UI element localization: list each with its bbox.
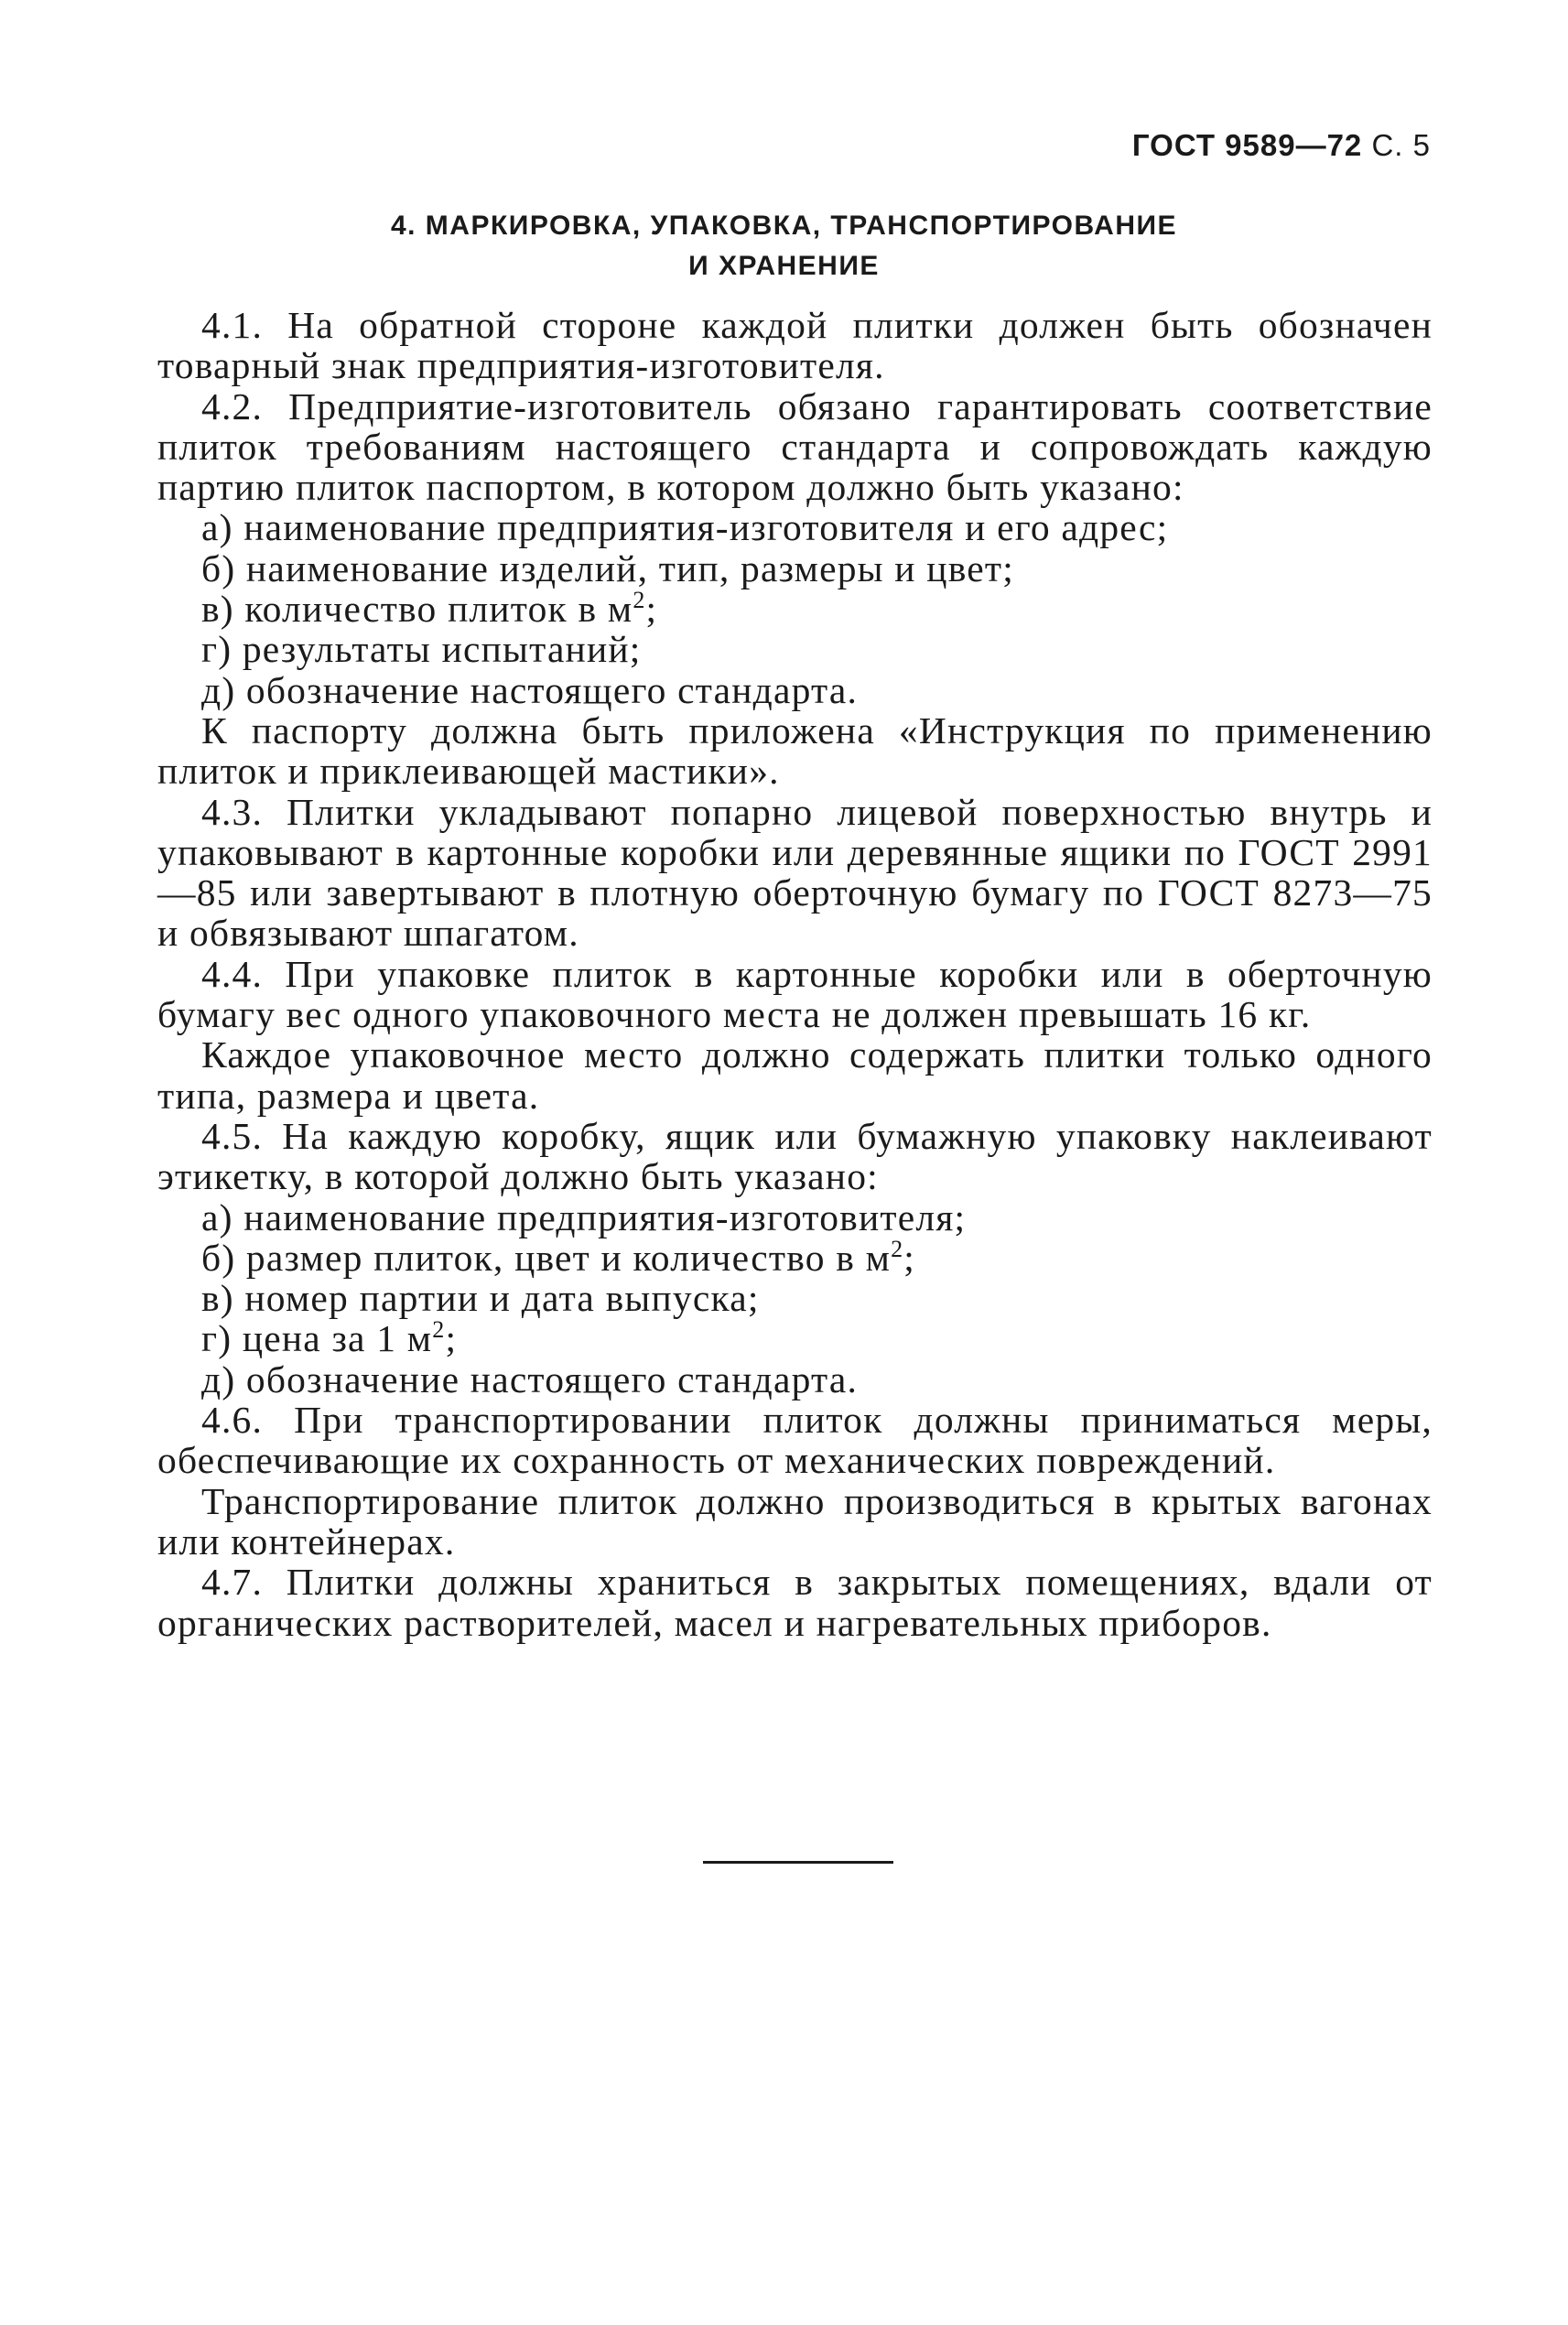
- clause-4-2-item-d: д) обозначение настоящего стандарта.: [201, 668, 859, 711]
- end-rule: [703, 1861, 893, 1864]
- page-number: С. 5: [1371, 128, 1431, 162]
- standard-number: ГОСТ 9589—72: [1131, 128, 1363, 162]
- clause-4-7: 4.7. Плитки должны храниться в закрытых помещениях, вдали от органических растворителей, масел и нагревательных приборов.: [157, 1561, 1433, 1644]
- clause-4-3: 4.3. Плитки укладывают попарно лицевой поверхностью внутрь и упаковывают в картонные коробки или деревянные ящики по ГОСТ 2991—85 или завертывают в плотную оберточную бумагу по ГОСТ 8273—75 и обвязывают шпагатом.: [157, 790, 1433, 955]
- item-text: в) количество плиток в м: [201, 588, 633, 631]
- clause-4-5-item-d: д) обозначение настоящего стандарта.: [201, 1357, 859, 1400]
- section-title-line1: 4. МАРКИРОВКА, УПАКОВКА, ТРАНСПОРТИРОВАНИЕ: [390, 211, 1178, 241]
- item-text: г) цена за 1 м: [201, 1317, 433, 1360]
- clause-4-5-item-b: [157, 1238, 1433, 1278]
- page-header: [1132, 128, 1431, 163]
- clause-4-2-note: К паспорту должна быть приложена «Инструкция по применению плиток и приклеивающей мастики».: [157, 708, 1433, 793]
- item-end: ;: [645, 588, 658, 631]
- item-end: ;: [445, 1317, 458, 1360]
- section-title: [0, 206, 1568, 287]
- clause-4-2: 4.2. Предприятие-изготовитель обязано гарантировать соответствие плиток требованиям настоящего стандарта и сопровождать каждую партию плиток паспортом, в котором должно быть указано:: [157, 384, 1433, 509]
- clause-4-5-item-g: [157, 1318, 1433, 1358]
- clause-4-4: 4.4. При упаковке плиток в картонные коробки или в оберточную бумагу вес одного упаковочного места не должен превышать 16 кг.: [157, 952, 1433, 1036]
- clause-4-4-note: Каждое упаковочное место должно содержать плитки только одного типа, размера и цвета.: [157, 1033, 1433, 1117]
- clause-4-1: 4.1. На обратной стороне каждой плитки должен быть обозначен товарный знак предприятия-изготовителя.: [157, 304, 1433, 387]
- clause-4-2-item-g: г) результаты испытаний;: [201, 628, 642, 671]
- item-end: ;: [903, 1236, 916, 1279]
- clause-4-6-note: Транспортирование плиток должно производиться в крытых вагонах или контейнерах.: [157, 1479, 1433, 1563]
- clause-4-2-item-b: б) наименование изделий, тип, размеры и цвет;: [201, 546, 1014, 589]
- superscript: 2: [432, 1316, 446, 1344]
- superscript: 2: [633, 587, 646, 614]
- clause-4-2-item-v: [157, 589, 1433, 629]
- clause-4-5: 4.5. На каждую коробку, ящик или бумажную упаковку наклеивают этикетку, в которой должно быть указано:: [157, 1114, 1433, 1198]
- clause-4-5-item-v: в) номер партии и дата выпуска;: [201, 1277, 760, 1320]
- clause-4-6: 4.6. При транспортировании плиток должны приниматься меры, обеспечивающие их сохранность от механических повреждений.: [157, 1399, 1433, 1482]
- section-body: [157, 305, 1433, 1643]
- clause-4-2-item-a: а) наименование предприятия-изготовителя и его адрес;: [201, 506, 1169, 549]
- clause-4-5-item-a: а) наименование предприятия-изготовителя;: [201, 1195, 967, 1238]
- section-title-line2: И ХРАНЕНИЕ: [688, 251, 880, 281]
- superscript: 2: [891, 1236, 904, 1262]
- item-text: б) размер плиток, цвет и количество в м: [201, 1236, 892, 1279]
